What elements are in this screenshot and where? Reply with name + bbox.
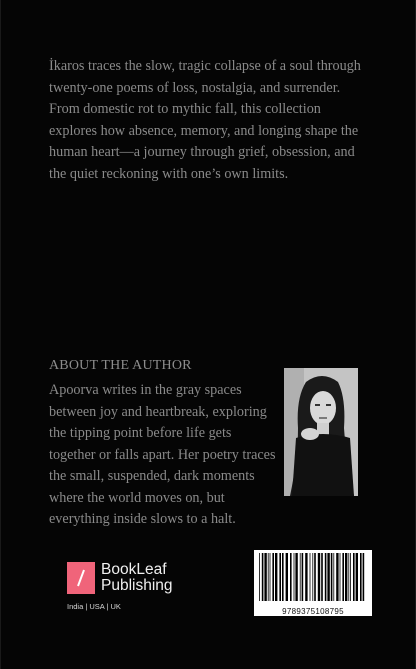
author-photo <box>284 368 358 496</box>
barcode-bar <box>356 553 358 601</box>
barcode-bar <box>345 553 347 601</box>
publisher-name-line1: BookLeaf <box>101 561 167 578</box>
barcode-bar <box>318 553 320 601</box>
barcode-bar <box>360 553 362 601</box>
blurb-line: twenty-one poems of loss, nostalgia, and surrender. <box>49 79 341 96</box>
isbn-barcode <box>254 550 372 616</box>
author-bio <box>49 380 277 531</box>
barcode-bar <box>310 553 311 601</box>
about-author-heading: ABOUT THE AUTHOR <box>49 358 192 373</box>
barcode-bar <box>300 553 301 601</box>
barcode-bar <box>275 553 277 601</box>
barcode-bar <box>262 553 264 601</box>
bio-line: where the world moves on, but <box>49 489 225 506</box>
barcode-bar <box>279 553 281 601</box>
barcode-bar <box>305 553 307 601</box>
isbn-number: 9789375108795 <box>282 607 344 616</box>
barcode-bar <box>295 553 297 601</box>
barcode-bar <box>325 553 327 601</box>
barcode-bar <box>270 553 271 601</box>
bio-line: everything inside slows to a halt. <box>49 511 236 527</box>
barcode-bar <box>272 553 274 601</box>
barcode-bar <box>314 553 316 601</box>
barcode-bar <box>264 553 266 601</box>
barcode-bar <box>350 553 351 601</box>
barcode-bar <box>321 553 323 601</box>
barcode-bar <box>268 553 269 601</box>
slash-icon <box>67 562 95 594</box>
barcode-bar <box>327 553 329 601</box>
barcode-bar <box>259 553 260 601</box>
publisher-logo <box>67 562 173 594</box>
publisher-tagline: India | USA | UK <box>67 602 121 611</box>
blurb-line: From domestic rot to mythic fall, this collection <box>49 101 321 117</box>
barcode-bar <box>331 553 333 601</box>
blurb-line: the quiet reckoning with one’s own limits. <box>49 165 289 182</box>
barcode-bars <box>258 553 368 601</box>
book-blurb <box>49 56 379 185</box>
barcode-bar <box>290 553 292 601</box>
barcode-bar <box>294 553 295 601</box>
bio-line: the tipping point before life gets <box>49 425 232 441</box>
barcode-bar <box>312 553 313 601</box>
barcode-bar <box>340 553 341 601</box>
barcode-bar <box>282 553 284 601</box>
bio-line: the small, suspended, dark moments <box>49 468 255 484</box>
barcode-bar <box>353 553 355 601</box>
blurb-line: explores how absence, memory, and longing shape the <box>49 122 359 139</box>
blurb-line: human heart—a journey through grief, obsession, and <box>49 144 355 160</box>
barcode-bar <box>286 553 288 601</box>
bio-line: between joy and heartbreak, exploring <box>49 403 267 420</box>
bio-line: together or falls apart. Her poetry traces <box>49 446 276 463</box>
publisher-name-line2: Publishing <box>101 577 173 594</box>
barcode-bar <box>333 553 334 601</box>
barcode-bar <box>348 553 349 601</box>
barcode-bar <box>336 553 338 601</box>
bio-line: Apoorva writes in the gray spaces <box>49 382 242 398</box>
blurb-line: İkaros traces the slow, tragic collapse of a soul through <box>49 58 361 74</box>
barcode-bar <box>342 553 344 601</box>
publisher-name <box>101 562 173 594</box>
barcode-bar <box>363 553 365 601</box>
barcode-bar <box>302 553 304 601</box>
